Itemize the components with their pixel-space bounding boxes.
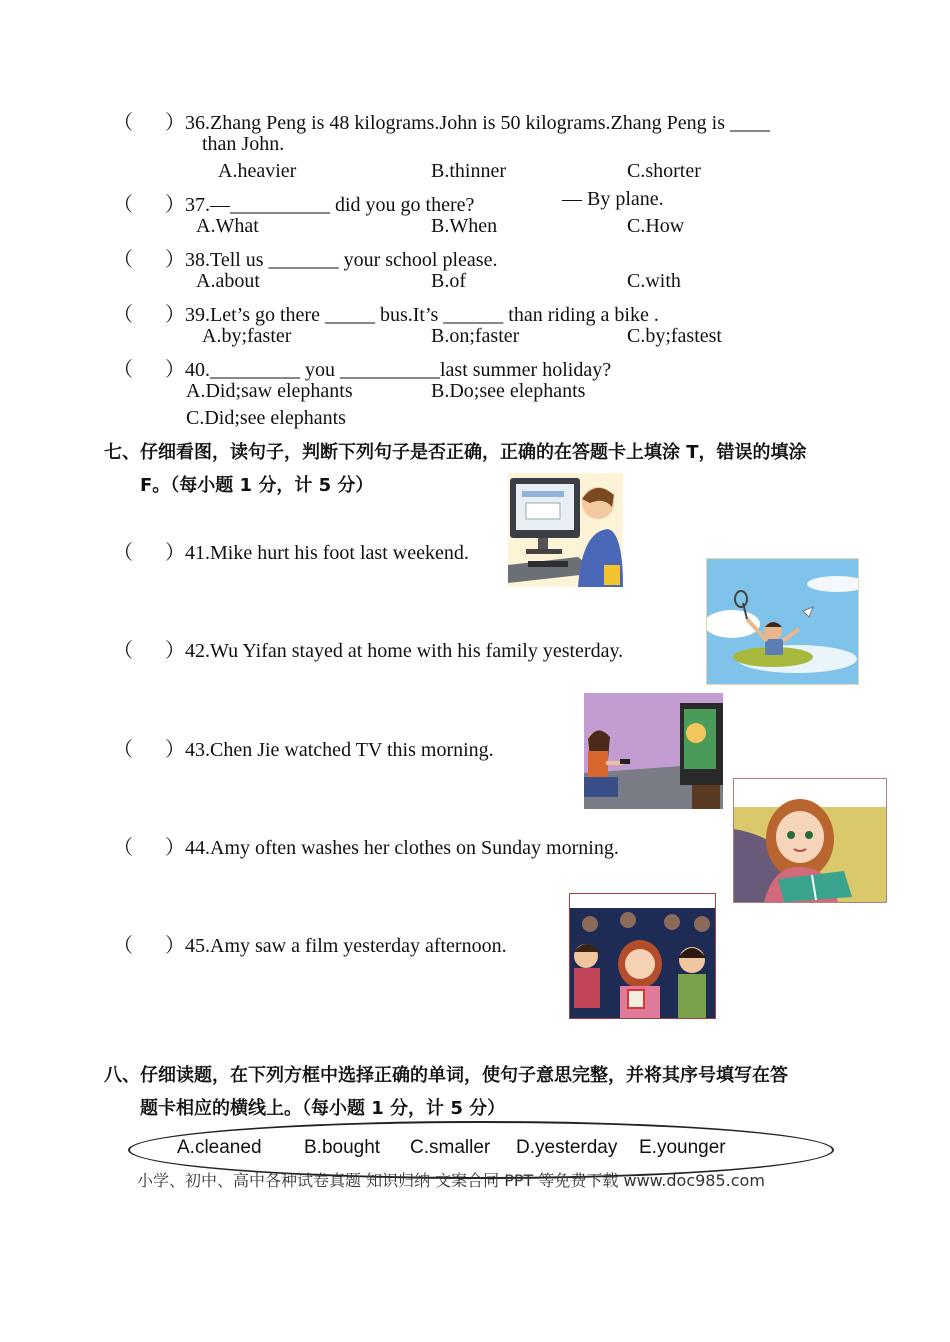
word-option-d: D.yesterday <box>516 1137 618 1158</box>
badminton-boy-image <box>706 558 859 685</box>
tf-item-41: ）41.Mike hurt his foot last weekend. <box>165 542 469 564</box>
tf-item-45: ）45.Amy saw a film yesterday afternoon. <box>165 935 507 957</box>
question-37-option-b: B.When <box>431 215 498 237</box>
question-40-option-c: C.Did;see elephants <box>186 407 346 429</box>
question-38-option-b: B.of <box>431 270 466 292</box>
answer-paren: （ <box>113 542 133 564</box>
question-37-answer-hint: — By plane. <box>562 188 664 210</box>
question-37-option-a: A.What <box>196 215 259 237</box>
answer-paren: （ <box>113 194 133 216</box>
footer-watermark: 小学、初中、高中各种试卷真题 知识归纳 文案合同 PPT 等免费下载 www.doc985.com <box>137 1171 765 1190</box>
question-40-option-b: B.Do;see elephants <box>431 380 586 402</box>
question-37-option-c: C.How <box>627 215 685 237</box>
question-39-option-b: B.on;faster <box>431 325 520 347</box>
answer-paren: （ <box>113 837 133 859</box>
question-36-option-b: B.thinner <box>431 160 506 182</box>
answer-paren: （ <box>113 249 133 271</box>
computer-boy-image <box>508 473 623 587</box>
word-option-e: E.younger <box>639 1137 726 1158</box>
question-39-option-c: C.by;fastest <box>627 325 722 347</box>
answer-paren: （ <box>113 640 133 662</box>
girl-reading-image <box>733 778 887 903</box>
answer-paren: （ <box>113 935 133 957</box>
section-7-title-continued: F。（每小题 1 分，计 5 分） <box>140 475 374 496</box>
answer-paren: （ <box>113 359 133 381</box>
word-option-b: B.bought <box>304 1137 381 1158</box>
answer-paren: （ <box>113 304 133 326</box>
girl-watching-tv-image <box>584 693 723 809</box>
question-36-stem: ）36.Zhang Peng is 48 kilograms.John is 50 kilograms.Zhang Peng is ____ <box>165 112 770 134</box>
tf-item-43: ）43.Chen Jie watched TV this morning. <box>165 739 494 761</box>
question-38-option-a: A.about <box>196 270 260 292</box>
section-8-title-continued: 题卡相应的横线上。（每小题 1 分，计 5 分） <box>140 1098 506 1119</box>
word-option-a: A.cleaned <box>177 1137 262 1158</box>
question-38-option-c: C.with <box>627 270 681 292</box>
question-39-stem: ）39.Let’s go there _____ bus.It’s ______ than riding a bike . <box>165 304 659 326</box>
section-7-title: 七、仔细看图，读句子，判断下列句子是否正确，正确的在答题卡上填涂 T，错误的填涂 <box>104 442 807 463</box>
answer-paren: （ <box>113 112 133 134</box>
question-39-option-a: A.by;faster <box>202 325 292 347</box>
question-37-stem: ）37.—__________ did you go there? <box>165 194 475 216</box>
question-36-option-c: C.shorter <box>627 160 701 182</box>
tf-item-42: ）42.Wu Yifan stayed at home with his family yesterday. <box>165 640 624 662</box>
question-36-option-a: A.heavier <box>218 160 297 182</box>
word-option-c: C.smaller <box>410 1137 491 1158</box>
question-36-stem-continued: than John. <box>202 133 285 155</box>
cinema-audience-image <box>569 893 716 1019</box>
tf-item-44: ）44.Amy often washes her clothes on Sunday morning. <box>165 837 619 859</box>
question-38-stem: ）38.Tell us _______ your school please. <box>165 249 498 271</box>
section-8-title: 八、仔细读题，在下列方框中选择正确的单词，使句子意思完整，并将其序号填写在答 <box>104 1065 788 1086</box>
answer-paren: （ <box>113 739 133 761</box>
question-40-stem: ）40._________ you __________last summer holiday? <box>165 359 612 381</box>
question-40-option-a: A.Did;saw elephants <box>186 380 353 402</box>
